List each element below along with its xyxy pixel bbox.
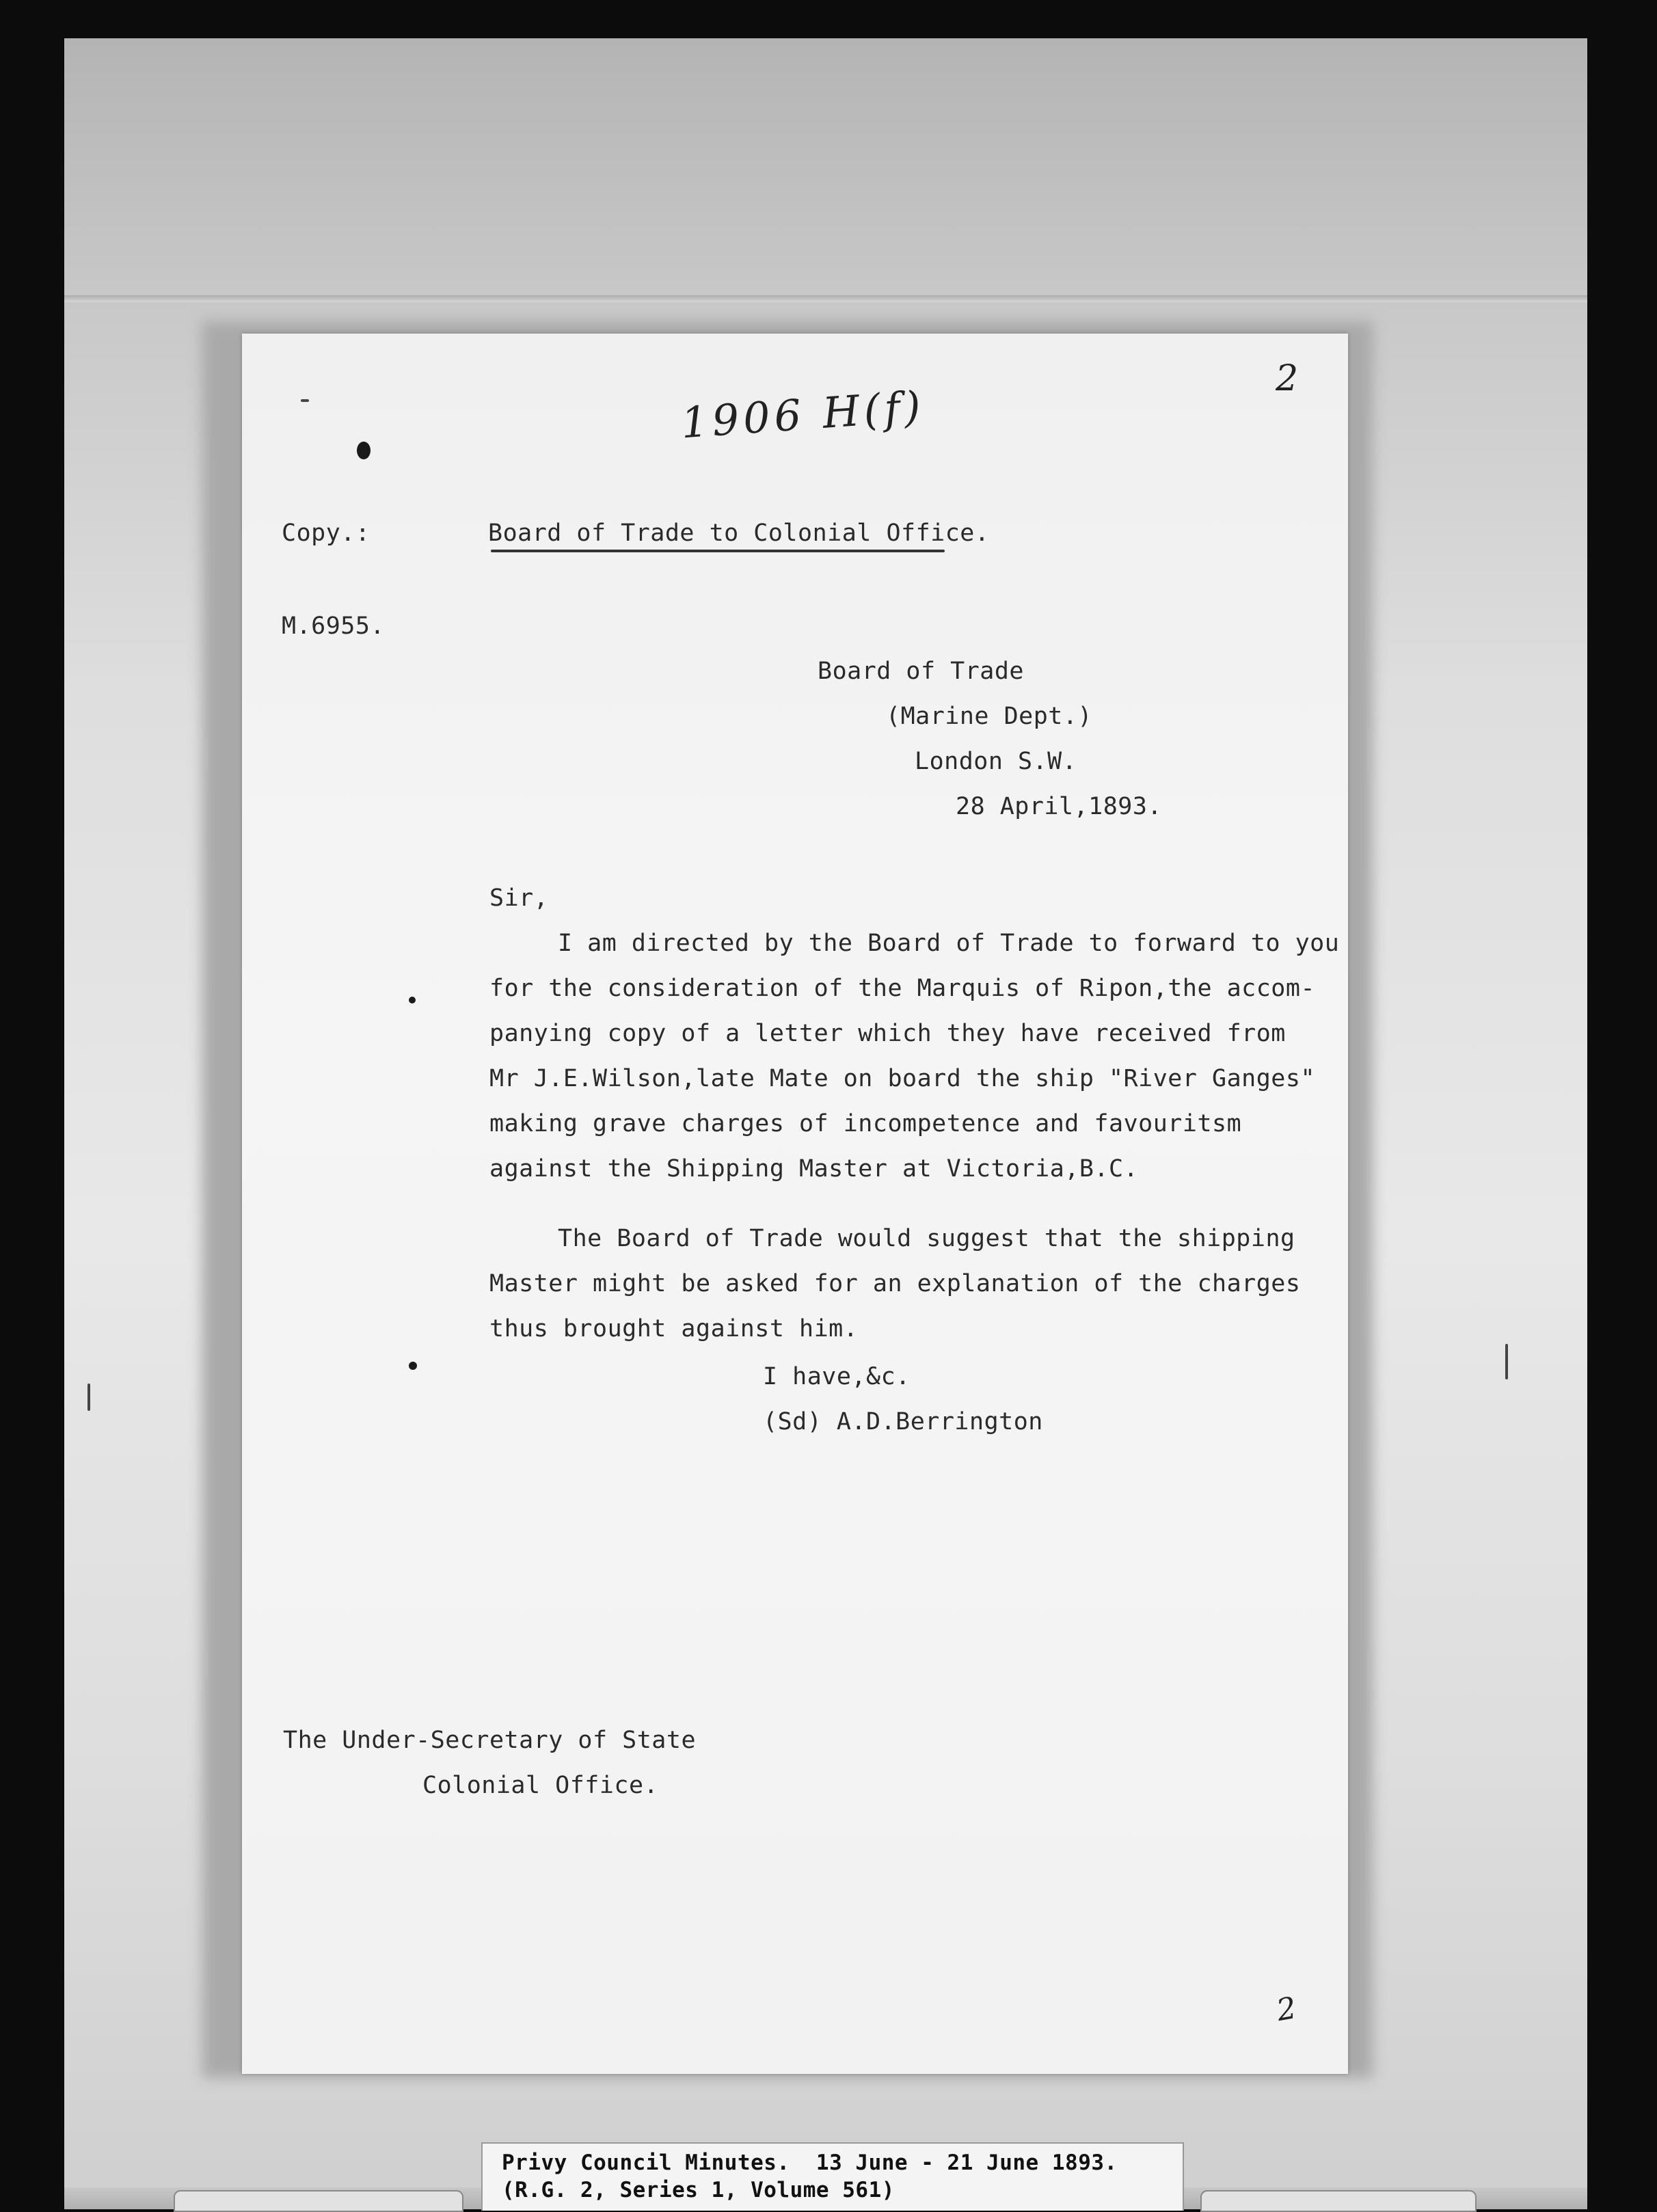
letter-date: 28 April,1893. <box>956 793 1163 820</box>
paragraph-2-line: Master might be asked for an explanation of the charges <box>489 1270 1301 1297</box>
salutation: Sir, <box>489 885 549 912</box>
archive-label <box>481 2142 1184 2211</box>
document-sheet <box>242 334 1348 2074</box>
sender-department: (Marine Dept.) <box>886 703 1093 730</box>
paragraph-1-line: for the consideration of the Marquis of Ripon,the accom- <box>489 975 1316 1002</box>
signature: (Sd) A.D.Berrington <box>763 1408 1043 1435</box>
archive-label-line-2: (R.G. 2, Series 1, Volume 561) <box>502 2178 895 2202</box>
handwritten-file-number: 1906 H(f) <box>679 381 927 448</box>
archive-label-line-1: Privy Council Minutes. 13 June - 21 June 1893. <box>502 2150 1118 2175</box>
paragraph-2 <box>489 1225 1300 1343</box>
paragraph-1-line: panying copy of a letter which they have received from <box>489 1020 1286 1047</box>
paragraph-1-line: Mr J.E.Wilson,late Mate on board the ship "River Ganges" <box>489 1065 1316 1092</box>
recipient-office: Colonial Office. <box>422 1772 659 1799</box>
sender-city: London S.W. <box>915 748 1077 775</box>
letter-title: Board of Trade to Colonial Office. <box>488 520 990 547</box>
ink-speck <box>409 997 416 1003</box>
paragraph-1-line: against the Shipping Master at Victoria,B.C. <box>489 1155 1139 1183</box>
paragraph-1 <box>489 930 1339 1183</box>
title-underline <box>491 550 945 552</box>
pencil-mark <box>301 399 309 402</box>
reference-number: M.6955. <box>282 612 386 640</box>
film-clip-left <box>174 2190 463 2212</box>
ink-blot <box>357 442 371 459</box>
handwritten-page-number-bottom: 2 <box>1274 1990 1299 2029</box>
film-clip-right <box>1200 2190 1477 2212</box>
paragraph-1-line: making grave charges of incompetence and favouritsm <box>489 1110 1242 1137</box>
edge-mark <box>87 1384 90 1411</box>
copy-label: Copy.: <box>282 520 371 547</box>
pencil-mark <box>1505 1344 1508 1379</box>
recipient-title: The Under-Secretary of State <box>283 1727 697 1754</box>
sender-name: Board of Trade <box>818 658 1025 685</box>
handwritten-page-number-top: 2 <box>1276 358 1299 399</box>
ink-speck <box>409 1362 417 1370</box>
mount-fold-line <box>64 295 1587 302</box>
paragraph-2-line: The Board of Trade would suggest that the shipping <box>558 1225 1295 1252</box>
closing: I have,&c. <box>763 1363 911 1390</box>
paragraph-1-line: I am directed by the Board of Trade to forward to you <box>558 930 1340 957</box>
paragraph-2-line: thus brought against him. <box>489 1315 859 1343</box>
